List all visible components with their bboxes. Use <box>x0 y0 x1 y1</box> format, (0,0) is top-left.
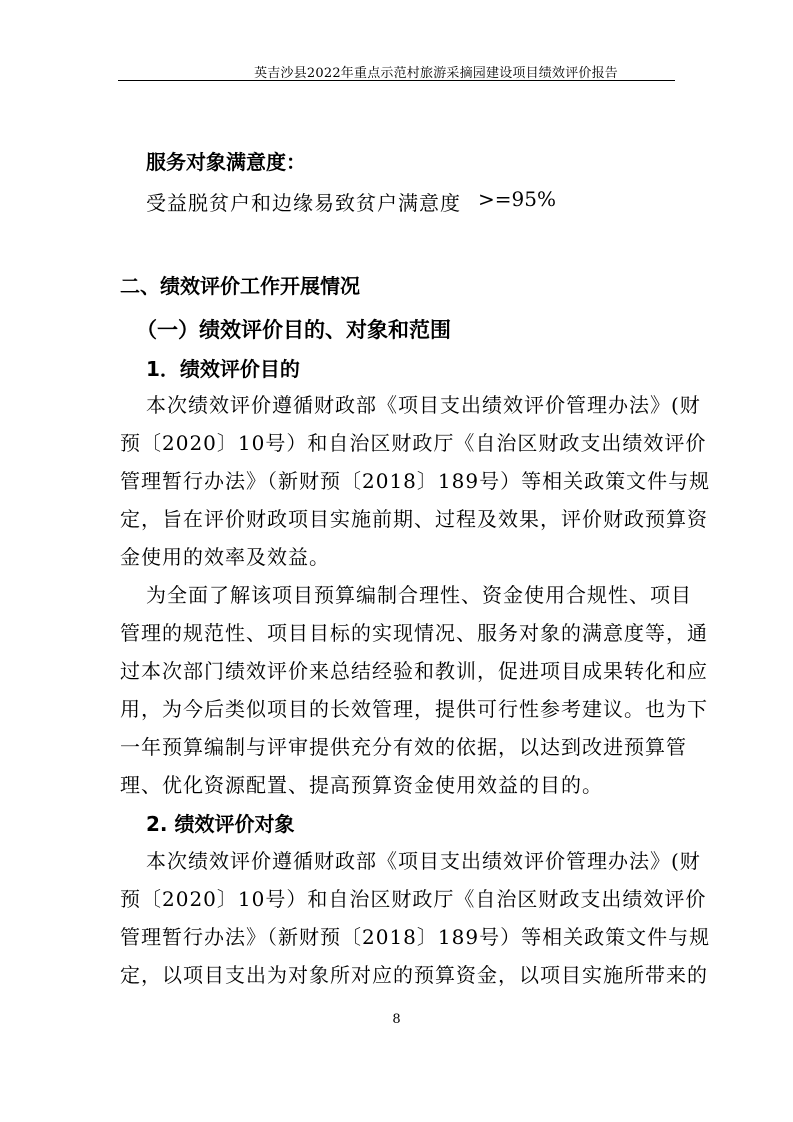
item2-heading: 2. 绩效评价对象 <box>146 812 295 836</box>
section2-sub1-heading: （一）绩效评价目的、对象和范围 <box>136 318 451 342</box>
paragraph-line: 本次绩效评价遵循财政部《项目支出绩效评价管理办法》(财 <box>146 393 701 417</box>
paragraph-line: 管理暂行办法》（新财预〔2018〕189号）等相关政策文件与规 <box>120 925 711 949</box>
section2-heading: 二、绩效评价工作开展情况 <box>120 274 360 298</box>
paragraph-line: 预〔2020〕10号）和自治区财政厅《自治区财政支出绩效评价 <box>120 887 707 911</box>
satisfaction-heading: 服务对象满意度： <box>146 150 306 174</box>
header-title: 英吉沙县2022年重点示范村旅游采摘园建设项目绩效评价报告 <box>254 66 618 81</box>
paragraph-line: 管理的规范性、项目目标的实现情况、服务对象的满意度等，通 <box>120 621 708 645</box>
paragraph-line: 金使用的效率及效益。 <box>120 545 330 569</box>
paragraph-line: 过本次部门绩效评价来总结经验和教训，促进项目成果转化和应 <box>120 659 708 683</box>
paragraph-line: 用，为今后类似项目的长效管理，提供可行性参考建议。也为下 <box>120 697 708 721</box>
paragraph-line: 定，以项目支出为对象所对应的预算资金，以项目实施所带来的 <box>120 963 708 987</box>
paragraph-line: 一年预算编制与评审提供充分有效的依据，以达到改进预算管 <box>120 735 687 759</box>
paragraph-line: 管理暂行办法》（新财预〔2018〕189号）等相关政策文件与规 <box>120 469 711 493</box>
paragraph-line: 理、优化资源配置、提高预算资金使用效益的目的。 <box>120 773 603 797</box>
page-number: 8 <box>392 1012 401 1027</box>
satisfaction-item-label: 受益脱贫户和边缘易致贫户满意度 <box>146 191 461 215</box>
paragraph-line: 本次绩效评价遵循财政部《项目支出绩效评价管理办法》(财 <box>146 849 701 873</box>
satisfaction-item-value: >=95% <box>478 187 556 211</box>
paragraph-line: 定，旨在评价财政项目实施前期、过程及效果，评价财政预算资 <box>120 507 708 531</box>
paragraph-line: 预〔2020〕10号）和自治区财政厅《自治区财政支出绩效评价 <box>120 431 707 455</box>
item1-heading: 1．绩效评价目的 <box>146 357 300 381</box>
header-divider <box>118 80 675 81</box>
paragraph-line: 为全面了解该项目预算编制合理性、资金使用合规性、项目 <box>146 583 692 607</box>
